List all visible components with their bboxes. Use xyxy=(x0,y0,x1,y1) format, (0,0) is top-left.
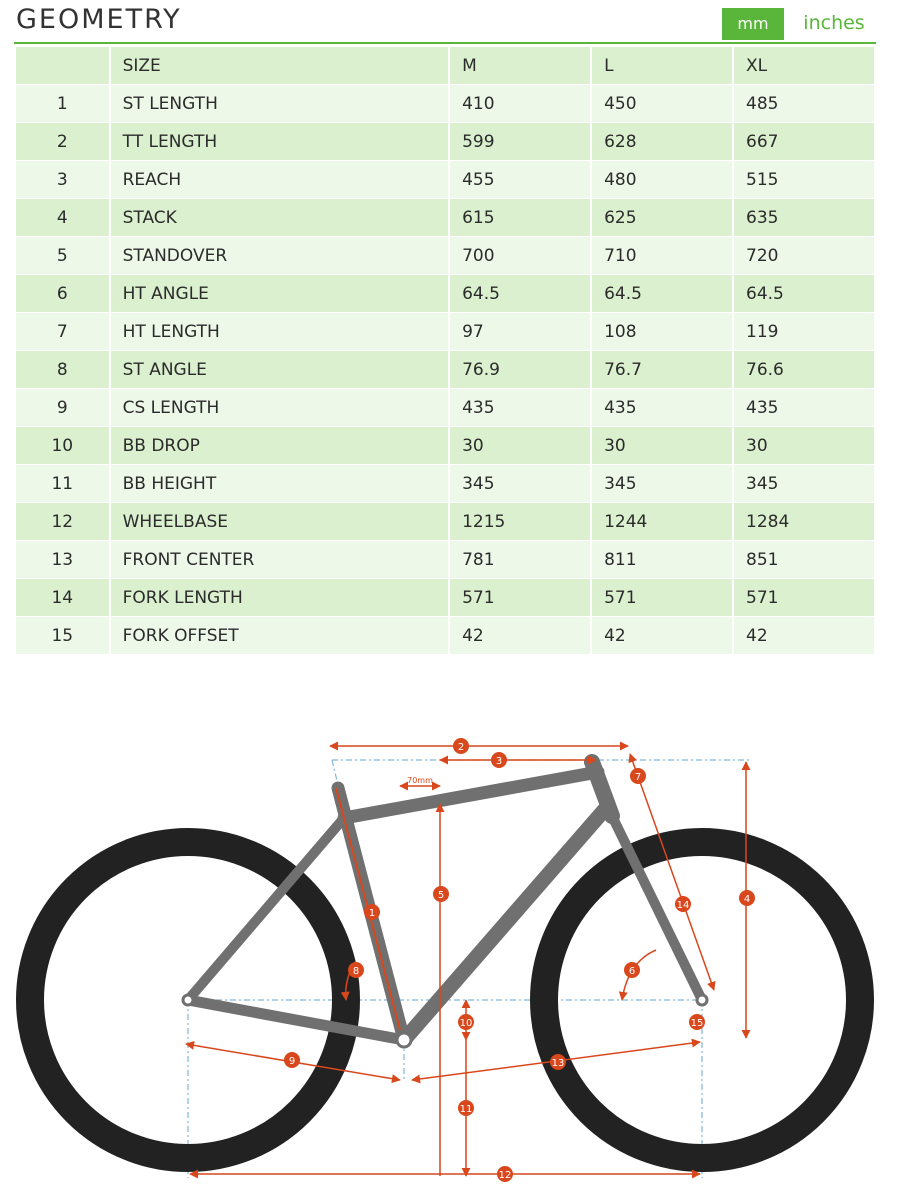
value-m: 30 xyxy=(450,427,590,464)
svg-text:13: 13 xyxy=(551,1058,565,1069)
row-index: 3 xyxy=(16,161,109,198)
callout-12 xyxy=(497,1166,513,1182)
value-xl: 119 xyxy=(734,313,874,350)
svg-text:15: 15 xyxy=(690,1018,704,1029)
callout-5 xyxy=(433,886,449,902)
row-measurement: TT LENGTH xyxy=(111,123,449,160)
callout-13 xyxy=(550,1054,566,1070)
value-m: 571 xyxy=(450,579,590,616)
row-index: 13 xyxy=(16,541,109,578)
value-l: 1244 xyxy=(592,503,732,540)
header-cell-m: M xyxy=(450,47,590,84)
svg-text:5: 5 xyxy=(437,890,445,901)
svg-text:7: 7 xyxy=(634,772,642,783)
svg-text:3: 3 xyxy=(495,756,503,767)
page-title: GEOMETRY xyxy=(16,4,182,35)
value-l: 64.5 xyxy=(592,275,732,312)
svg-text:2: 2 xyxy=(457,742,465,753)
value-m: 435 xyxy=(450,389,590,426)
table-row xyxy=(16,617,874,654)
row-measurement: STACK xyxy=(111,199,449,236)
row-measurement: STANDOVER xyxy=(111,237,449,274)
rear-axle xyxy=(183,995,193,1005)
callout-9 xyxy=(284,1052,300,1068)
table-row xyxy=(16,351,874,388)
row-index: 6 xyxy=(16,275,109,312)
value-m: 599 xyxy=(450,123,590,160)
front-axle xyxy=(697,995,707,1005)
geometry-table xyxy=(14,46,876,655)
table-row xyxy=(16,237,874,274)
svg-text:11: 11 xyxy=(459,1104,473,1115)
header-cell-index xyxy=(16,47,109,84)
value-l: 480 xyxy=(592,161,732,198)
row-measurement: BB HEIGHT xyxy=(111,465,449,502)
row-index: 14 xyxy=(16,579,109,616)
value-xl: 345 xyxy=(734,465,874,502)
value-xl: 720 xyxy=(734,237,874,274)
row-index: 11 xyxy=(16,465,109,502)
row-measurement: FORK OFFSET xyxy=(111,617,449,654)
table-row xyxy=(16,465,874,502)
table-row xyxy=(16,427,874,464)
value-m: 345 xyxy=(450,465,590,502)
callout-7 xyxy=(630,768,646,784)
table-row xyxy=(16,161,874,198)
row-measurement: FRONT CENTER xyxy=(111,541,449,578)
unit-inches-button[interactable]: inches xyxy=(803,12,865,34)
table-row xyxy=(16,541,874,578)
table-row xyxy=(16,199,874,236)
header-cell-l: L xyxy=(592,47,732,84)
value-m: 781 xyxy=(450,541,590,578)
row-measurement: ST LENGTH xyxy=(111,85,449,122)
value-xl: 64.5 xyxy=(734,275,874,312)
svg-text:10: 10 xyxy=(459,1018,473,1029)
geometry-header xyxy=(14,0,876,44)
value-xl: 667 xyxy=(734,123,874,160)
value-m: 455 xyxy=(450,161,590,198)
row-measurement: HT ANGLE xyxy=(111,275,449,312)
table-row xyxy=(16,85,874,122)
value-xl: 485 xyxy=(734,85,874,122)
offset-label: 70mm xyxy=(407,776,433,785)
value-m: 42 xyxy=(450,617,590,654)
table-row xyxy=(16,313,874,350)
table-row xyxy=(16,579,874,616)
value-l: 628 xyxy=(592,123,732,160)
callout-3 xyxy=(491,752,507,768)
value-l: 710 xyxy=(592,237,732,274)
svg-text:12: 12 xyxy=(498,1170,512,1181)
callout-4 xyxy=(739,890,755,906)
callout-1 xyxy=(364,904,380,920)
value-l: 30 xyxy=(592,427,732,464)
row-index: 7 xyxy=(16,313,109,350)
table-row xyxy=(16,275,874,312)
table-row xyxy=(16,123,874,160)
value-m: 97 xyxy=(450,313,590,350)
value-l: 345 xyxy=(592,465,732,502)
row-measurement: HT LENGTH xyxy=(111,313,449,350)
value-xl: 515 xyxy=(734,161,874,198)
row-index: 15 xyxy=(16,617,109,654)
chainstay xyxy=(188,1000,404,1040)
row-measurement: WHEELBASE xyxy=(111,503,449,540)
top-tube xyxy=(344,772,598,818)
value-xl: 76.6 xyxy=(734,351,874,388)
svg-text:6: 6 xyxy=(628,966,636,977)
value-xl: 30 xyxy=(734,427,874,464)
value-m: 1215 xyxy=(450,503,590,540)
value-xl: 435 xyxy=(734,389,874,426)
value-m: 700 xyxy=(450,237,590,274)
row-index: 5 xyxy=(16,237,109,274)
value-xl: 42 xyxy=(734,617,874,654)
callout-15 xyxy=(689,1014,705,1030)
row-index: 4 xyxy=(16,199,109,236)
table-header-row xyxy=(16,47,874,84)
row-index: 2 xyxy=(16,123,109,160)
callout-11 xyxy=(458,1100,474,1116)
value-m: 410 xyxy=(450,85,590,122)
header-cell-xl: XL xyxy=(734,47,874,84)
svg-text:9: 9 xyxy=(288,1056,296,1067)
row-measurement: CS LENGTH xyxy=(111,389,449,426)
svg-text:4: 4 xyxy=(743,894,751,905)
value-l: 571 xyxy=(592,579,732,616)
callout-14 xyxy=(675,896,691,912)
row-index: 12 xyxy=(16,503,109,540)
value-l: 42 xyxy=(592,617,732,654)
table-row xyxy=(16,389,874,426)
value-m: 76.9 xyxy=(450,351,590,388)
row-index: 9 xyxy=(16,389,109,426)
value-xl: 1284 xyxy=(734,503,874,540)
callout-6 xyxy=(624,962,640,978)
row-index: 8 xyxy=(16,351,109,388)
value-l: 435 xyxy=(592,389,732,426)
table-row xyxy=(16,503,874,540)
callout-8 xyxy=(348,962,364,978)
callout-10 xyxy=(458,1014,474,1030)
head-tube xyxy=(592,762,612,816)
value-xl: 571 xyxy=(734,579,874,616)
svg-text:1: 1 xyxy=(368,908,376,919)
value-l: 811 xyxy=(592,541,732,578)
value-xl: 635 xyxy=(734,199,874,236)
value-l: 450 xyxy=(592,85,732,122)
value-m: 615 xyxy=(450,199,590,236)
callout-2 xyxy=(453,738,469,754)
svg-text:14: 14 xyxy=(676,900,690,911)
value-l: 108 xyxy=(592,313,732,350)
value-l: 76.7 xyxy=(592,351,732,388)
row-measurement: ST ANGLE xyxy=(111,351,449,388)
bottom-bracket xyxy=(397,1033,411,1047)
row-measurement: FORK LENGTH xyxy=(111,579,449,616)
header-cell-size: SIZE xyxy=(111,47,449,84)
value-xl: 851 xyxy=(734,541,874,578)
row-index: 1 xyxy=(16,85,109,122)
row-measurement: REACH xyxy=(111,161,449,198)
unit-mm-button[interactable]: mm xyxy=(722,8,784,40)
value-l: 625 xyxy=(592,199,732,236)
bike-geometry-diagram xyxy=(0,700,900,1200)
svg-text:8: 8 xyxy=(352,966,360,977)
row-measurement: BB DROP xyxy=(111,427,449,464)
value-m: 64.5 xyxy=(450,275,590,312)
row-index: 10 xyxy=(16,427,109,464)
